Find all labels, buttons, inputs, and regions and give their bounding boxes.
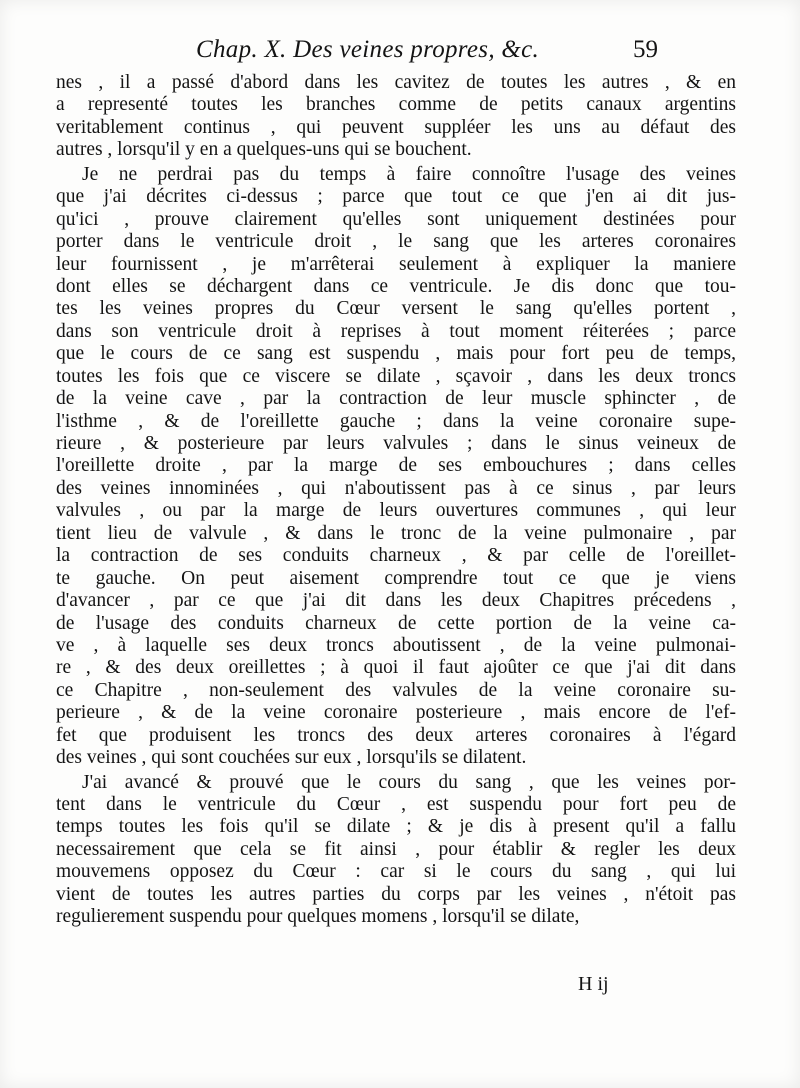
text-line: des veines , qui sont couchées sur eux , lorsqu'ils se dilatent. bbox=[56, 747, 527, 769]
text-line: de l'usage des conduits charneux de cette portion de la veine ca- bbox=[56, 612, 736, 634]
text-line: necessairement que cela se fit ainsi , pour établir & regler les deux bbox=[56, 838, 736, 860]
page-number: 59 bbox=[633, 36, 658, 63]
text-line: nes , il a passé d'abord dans les cavitez de toutes les autres , & en bbox=[56, 72, 736, 93]
text-line: valvules , ou par la marge de leurs ouvertures communes , qui leur bbox=[56, 500, 736, 522]
text-line: temps toutes les fois qu'il se dilate ; & je dis à present qu'il a fallu bbox=[56, 816, 736, 838]
text-line: qu'ici , prouve clairement qu'elles sont uniquement destinées pour bbox=[56, 208, 736, 230]
page-header bbox=[196, 36, 666, 70]
paragraph bbox=[56, 772, 736, 929]
text-line: rieure , & posterieure par leurs valvules ; dans le sinus veineux de bbox=[56, 433, 736, 454]
text-line: fet que produisent les troncs des deux arteres coronaires à l'égard bbox=[56, 724, 736, 746]
text-line: la contraction de ses conduits charneux , & par celle de l'oreillet- bbox=[56, 545, 736, 567]
text-line: d'avancer , par ce que j'ai dit dans les deux Chapitres précedens , bbox=[56, 590, 736, 612]
text-line: re , & des deux oreillettes ; à quoi il faut ajoûter ce que j'ai dit dans bbox=[56, 657, 736, 679]
text-line: veritablement continus , qui peuvent suppléer les uns au défaut des bbox=[56, 116, 736, 138]
text-line: a representé toutes les branches comme de petits canaux argentins bbox=[56, 94, 736, 116]
text-line: vient de toutes les autres parties du corps par les veines , n'étoit pas bbox=[56, 883, 736, 905]
signature-mark: H ij bbox=[578, 973, 609, 995]
text-line: de la veine cave , par la contraction de leur muscle sphincter , de bbox=[56, 388, 736, 410]
text-line: dont elles se déchargent dans ce ventricule. Je dis donc que tou- bbox=[56, 275, 736, 297]
text-line: tient lieu de valvule , & dans le tronc de la veine pulmonaire , par bbox=[56, 522, 736, 544]
text-line: tes les veines propres du Cœur versent le sang qu'elles portent , bbox=[56, 298, 736, 320]
text-line: regulierement suspendu pour quelques momens , lorsqu'il se dilate, bbox=[56, 906, 580, 928]
text-line: dans son ventricule droit à reprises à tout moment réiterées ; parce bbox=[56, 320, 736, 342]
text-line: toutes les fois que ce viscere se dilate , sçavoir , dans les deux troncs bbox=[56, 365, 736, 387]
text-line: des veines innominées , qui n'aboutissent pas à ce sinus , par leurs bbox=[56, 477, 736, 499]
text-line: te gauche. On peut aisement comprendre tout ce que je viens bbox=[56, 567, 736, 589]
text-line: porter dans le ventricule droit , le sang que les arteres coronaires bbox=[56, 231, 736, 253]
text-line: autres , lorsqu'il y en a quelques-uns qui se bouchent. bbox=[56, 139, 472, 161]
text-line: mouvemens opposez du Cœur : car si le cours du sang , qui lui bbox=[56, 861, 736, 883]
text-line: l'oreillette droite , par la marge de ses embouchures ; dans celles bbox=[56, 455, 736, 477]
text-line: leur fournissent , je m'arrêterai seulement à expliquer la maniere bbox=[56, 253, 736, 275]
running-head: Chap. X. Des veines propres, &c. bbox=[196, 36, 540, 63]
body-text bbox=[56, 72, 736, 929]
paragraph bbox=[56, 72, 736, 162]
text-line: ve , à laquelle ses deux troncs aboutissent , de la veine pulmonai- bbox=[56, 634, 736, 656]
paragraph bbox=[56, 164, 736, 770]
text-line: tent dans le ventricule du Cœur , est suspendu pour fort peu de bbox=[56, 794, 736, 815]
text-line: J'ai avancé & prouvé que le cours du sang , que les veines por- bbox=[82, 771, 736, 793]
text-line: ce Chapitre , non-seulement des valvules de la veine coronaire su- bbox=[56, 679, 736, 701]
text-line: que le cours de ce sang est suspendu , mais pour fort peu de temps, bbox=[56, 343, 736, 365]
text-line: Je ne perdrai pas du temps à faire connoître l'usage des veines bbox=[82, 163, 736, 185]
text-line: perieure , & de la veine coronaire posterieure , mais encore de l'ef- bbox=[56, 702, 736, 724]
text-line: que j'ai décrites ci-dessus ; parce que tout ce que j'en ai dit jus- bbox=[56, 186, 736, 208]
text-line: l'isthme , & de l'oreillette gauche ; dans la veine coronaire supe- bbox=[56, 410, 736, 432]
